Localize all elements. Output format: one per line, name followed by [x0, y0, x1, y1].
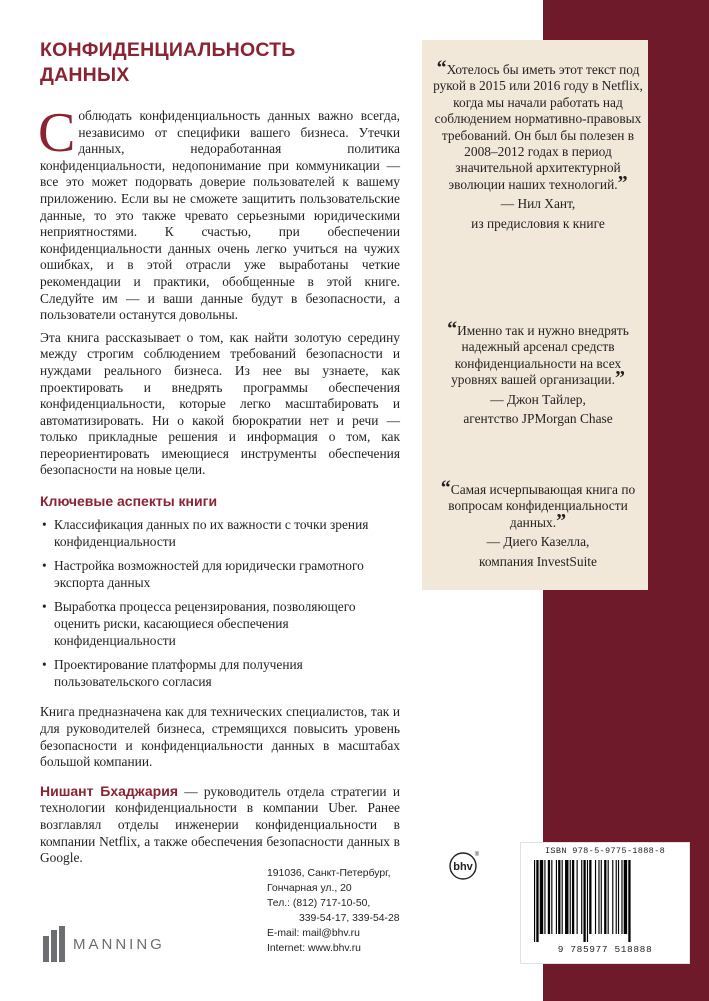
barcode-bar [612, 860, 613, 934]
author-bio: — руководитель отдела стратегии и технологии конфиденциальности в компании Uber. Ранее возглавлял отделы инженерии конфиденциальности в компании Netflix, а также обеспечения безопасности данных в Google. [40, 783, 400, 866]
isbn-digits: 9 785977 518888 [557, 944, 653, 955]
author-paragraph [40, 783, 400, 867]
barcode-bar [601, 860, 602, 934]
barcode-bar [565, 860, 568, 934]
quote-author: — Джон Тайлер, [490, 391, 586, 407]
barcode-bar [598, 860, 599, 934]
address-line: E-mail: mail@bhv.ru [267, 928, 360, 940]
barcode-bar [577, 860, 578, 934]
barcode-bar [558, 860, 560, 934]
aspects-list [40, 517, 400, 690]
barcode-bar [608, 860, 609, 934]
barcode-bar [587, 860, 588, 942]
manning-mark-icon [43, 926, 67, 962]
barcode-bar [570, 860, 571, 934]
open-quote-mark: “ [436, 57, 447, 79]
barcode-bar [551, 860, 552, 934]
address-line: 191036, Санкт-Петербург, [267, 868, 391, 879]
barcode-bars [530, 860, 680, 942]
barcode-bar [624, 860, 627, 934]
barcode-bar [595, 860, 596, 934]
open-quote-mark: “ [447, 318, 458, 340]
barcode-bar [540, 860, 543, 934]
quote-author: — Нил Хант, [500, 196, 576, 212]
address-line: Internet: www.bhv.ru [267, 943, 361, 955]
aspects-heading: Ключевые аспекты книги [40, 493, 218, 510]
aspect-item: • Настройка возможностей для юридически грамотного экспорта данных [40, 558, 400, 591]
barcode-bar [562, 860, 563, 934]
manning-logo [43, 926, 165, 962]
barcode-bar [548, 860, 550, 934]
barcode-bar [581, 860, 582, 934]
main-column [40, 38, 400, 873]
barcode-bar [604, 860, 606, 934]
open-quote-mark: “ [440, 477, 451, 499]
close-quote-mark: ” [556, 509, 567, 532]
close-quote-mark: ” [617, 171, 628, 194]
intro-text: облюдать конфиденциальность данных важно всегда, независимо от специфики вашего бизнеса. Утечки данных, недоработанная политика конфиденциальности, недопонимание при коммуникации — все это может подорвать доверие пользователей к вашему приложению. Если вы не сможете защитить пользовательские данные, то это также чревато серьезными юридическими неприятностями. К счастью, при обеспечении конфиденциальности данных очень легко учиться на чужих ошибках, и в этой отрасли уже выработаны четкие рекомендации и практики, обобщенные в этой книге. Следуйте им — и ваши данные будут в безопасности, а пользователи останутся довольны. [40, 108, 400, 323]
publisher-address [267, 866, 417, 957]
barcode-bar [616, 860, 617, 934]
author-name: Нишант Бхаджария [40, 782, 178, 799]
barcode-bar [621, 860, 622, 934]
isbn-barcode [520, 842, 690, 964]
address-line: Тел.: (812) 717-10-50, [267, 898, 371, 910]
barcode-bar [534, 860, 535, 942]
manning-wordmark: MANNING [73, 935, 165, 953]
intro-paragraph [38, 102, 400, 324]
book-title: КОНФИДЕНЦИАЛЬНОСТЬ ДАННЫХ [40, 39, 296, 86]
quote-source: из предисловия к книге [471, 215, 605, 231]
isbn-label: ISBN 978-5-9775-1888-8 [544, 846, 666, 856]
barcode-bar [544, 860, 545, 934]
quote-block [432, 318, 644, 427]
quote-author: — Диего Казелла, [486, 534, 590, 550]
quote-block [432, 57, 644, 232]
barcode-bar [572, 860, 574, 934]
barcode-bar [536, 860, 538, 942]
barcode-bar [556, 860, 557, 934]
address-line: 339-54-17, 339-54-28 [299, 913, 400, 925]
quote-text: “Хотелось бы иметь этот текст под рукой в 2015 или 2016 году в Netflix, когда мы начали работать над соблюдением нормативно-правовых требований. Он был бы полезен в 2008–2012 годах в период значительной архитектурной эволюции наших технологий.” [433, 57, 643, 194]
quote-text: “Именно так и нужно внедрять надежный арсенал средств конфиденциальности на всех уровнях вашей организации.” [447, 318, 629, 390]
bhv-logo [447, 848, 481, 882]
aspect-item: • Классификация данных по их важности с точки зрения конфиденциальности [40, 517, 400, 550]
description-paragraph: Эта книга рассказывает о том, как найти золотую середину между строгим соблюдением требований безопасности и нуждами реального бизнеса. Из нее вы узнаете, как проектировать и внедрять программы обеспечения конфиденциальности, которые легко масштабировать и автоматизировать. Ни о какой бюрократии нет и речи — только прикладные решения и информация о том, как переориентировать имеющиеся инструменты обеспечения безопасности на новые цели. [40, 329, 400, 478]
quote-text: “Самая исчерпывающая книга по вопросам конфиденциальности данных.” [440, 477, 636, 532]
svg-text:bhv: bhv [453, 861, 473, 873]
quote-block [432, 477, 644, 570]
close-quote-mark: ” [614, 367, 625, 390]
drop-cap: С [38, 102, 76, 164]
svg-text:®: ® [474, 852, 480, 858]
quote-source: агентство JPMorgan Chase [463, 411, 613, 427]
barcode-bar [628, 860, 630, 942]
barcode-bar [618, 860, 619, 934]
quote-source: компания InvestSuite [479, 553, 597, 569]
audience-paragraph: Книга предназначена как для технических специалистов, так и для руководителей бизнеса, стремящихся повысить уровень безопасности и конфиденциальности данных в масштабах большой компании. [40, 704, 400, 770]
barcode-bar [589, 860, 591, 934]
barcode-bar [583, 860, 585, 942]
aspect-item: • Выработка процесса рецензирования, позволяющего оценить риски, касающиеся обеспечения конфиденциальности [40, 599, 400, 649]
address-line: Гончарная ул., 20 [267, 883, 352, 895]
aspect-item: • Проектирование платформы для получения пользовательского согласия [40, 657, 400, 690]
